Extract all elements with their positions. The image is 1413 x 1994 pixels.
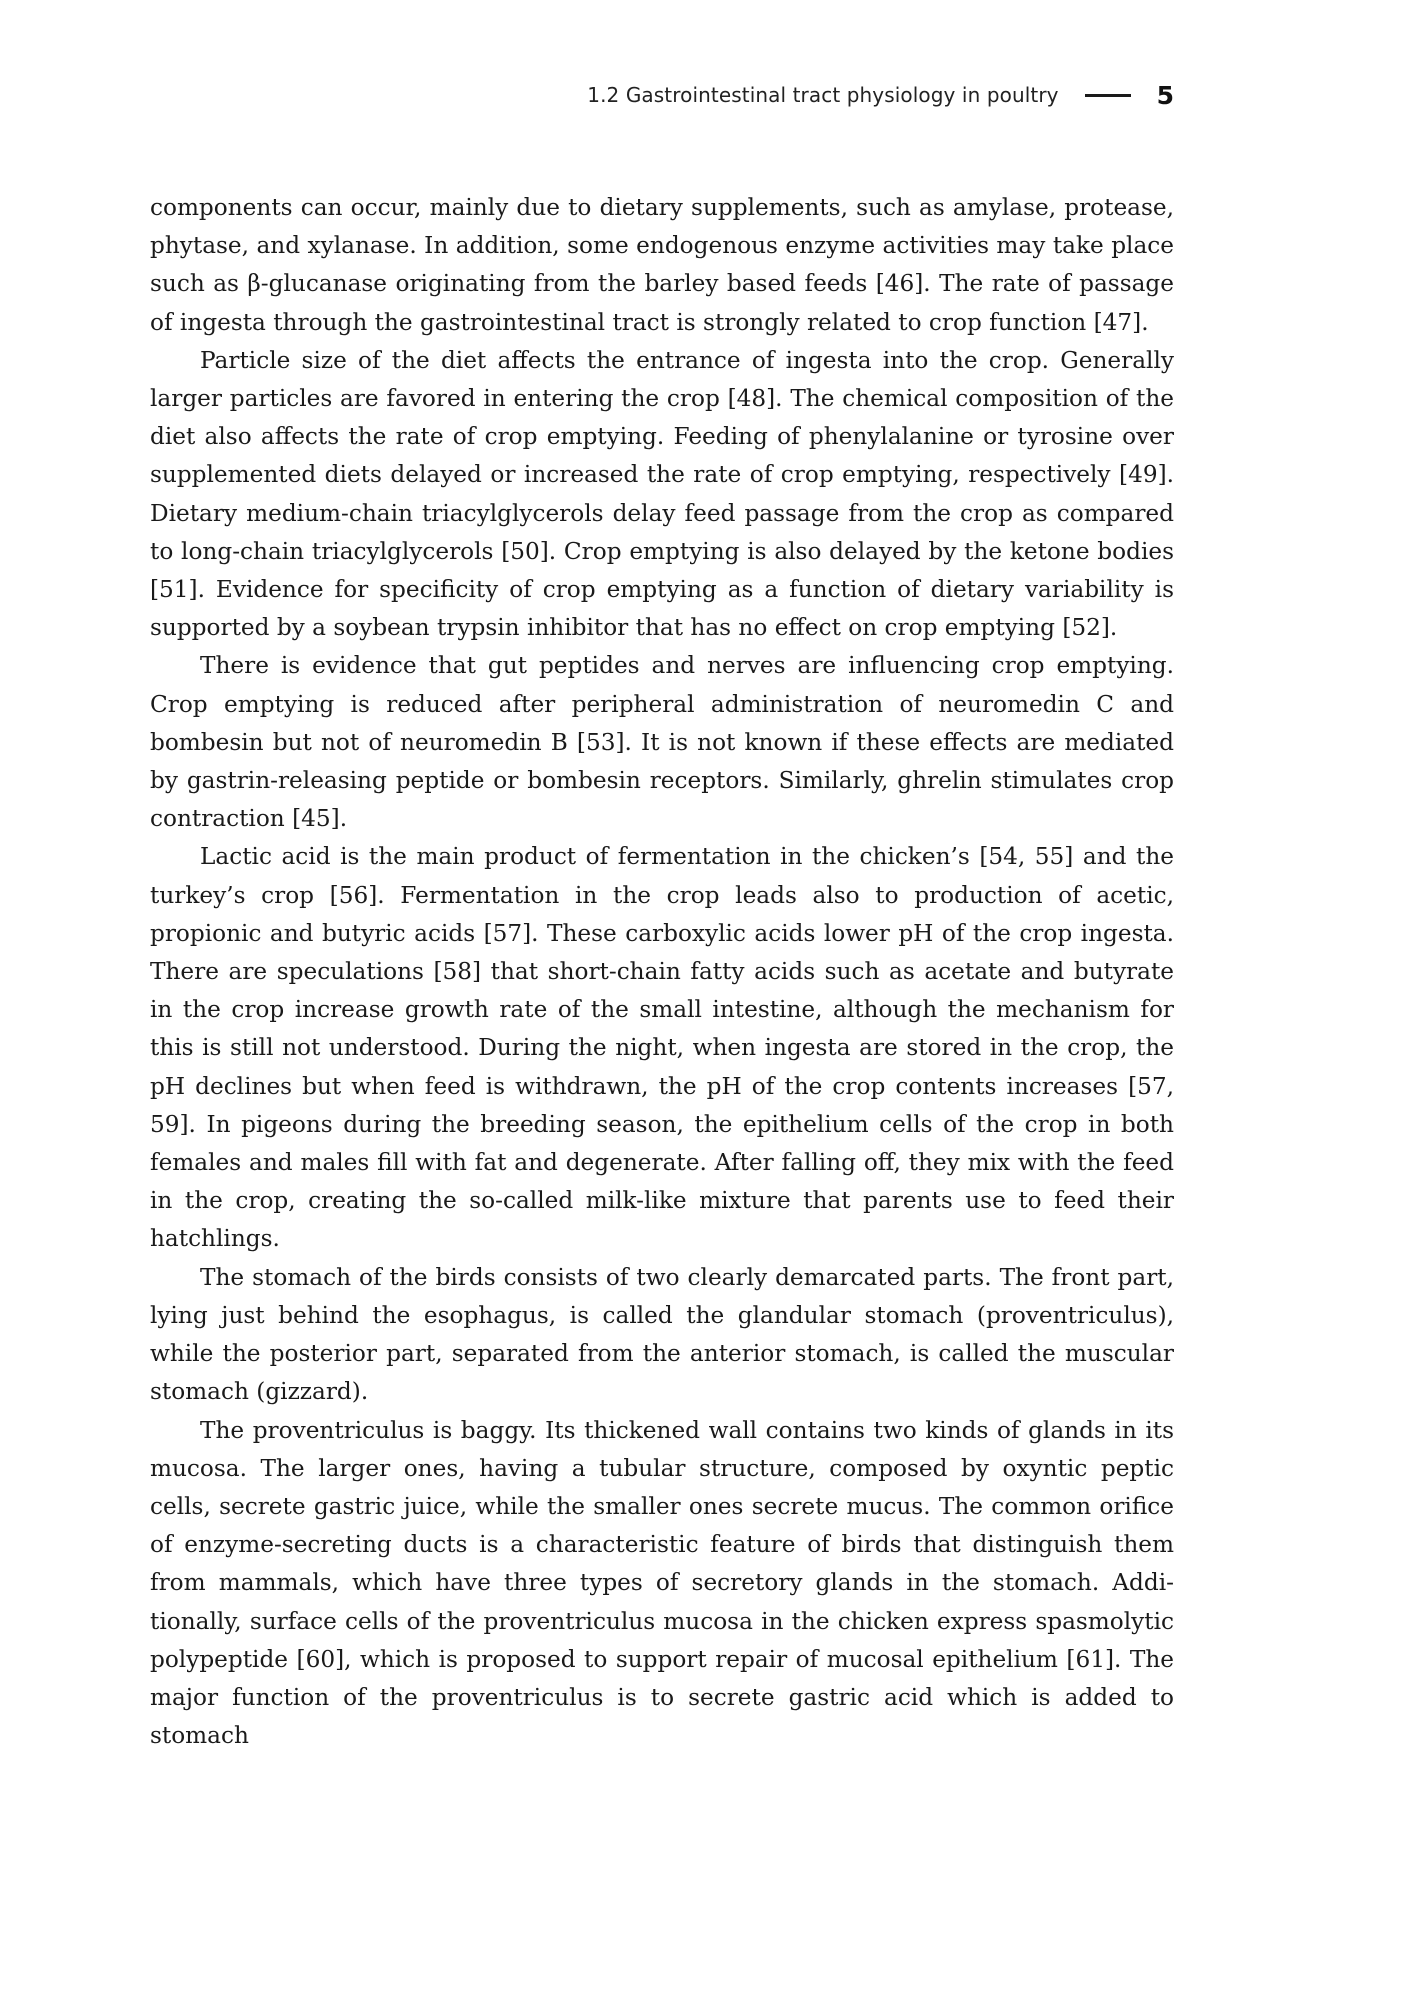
paragraph: There is evidence that gut peptides and nerves are influencing crop emptying. Crop emptying is reduced after peripheral administration of neuromedin C and bombesin but not of neuromedin B [53]. It is not known if these effects are mediated by gastrin-releasing peptide or bombesin receptors. Similarly, ghrelin stimulates crop contraction [45]. (150, 652, 1174, 833)
paragraph: Particle size of the diet affects the entrance of ingesta into the crop. Generally larger particles are favored in entering the crop [48]. The chemical composition of the diet also affects the rate of crop emptying. Feeding of phenylalanine or tyrosine over supplemented diets delayed or increased the rate of crop emptying, respectively [49]. Dietary medium-chain triacylglycerols delay feed passage from the crop as compared to long-chain triacylglycerols [50]. Crop emptying is also delayed by the ketone bodies [51]. Evidence for specificity of crop emptying as a function of dietary variability is supported by a soybean trypsin inhibitor that has no effect on crop emptying [52]. (150, 346, 1174, 642)
paragraph: Lactic acid is the main product of fermentation in the chicken’s [54, 55] and the turkey’s crop [56]. Fermentation in the crop leads also to production of acetic, propionic and butyric acids [57]. These carboxylic acids lower pH of the crop ingesta. There are speculations [58] that short-chain fatty acids such as acetate and butyrate in the crop increase growth rate of the small intestine, although the mechanism for this is still not understood. During the night, when ingesta are stored in the crop, the pH declines but when feed is withdrawn, the pH of the crop contents increases [57, 59]. In pigeons during the breeding season, the epithelium cells of the crop in both females and males fill with fat and degenerate. After falling off, they mix with the feed in the crop, creating the so-called milk-like mixture that parents use to feed their hatchlings. (150, 843, 1174, 1253)
paragraph: The stomach of the birds consists of two clearly demarcated parts. The front part, lying just behind the esophagus, is called the glandular stomach (proventriculus), while the posterior part, separated from the anterior stomach, is called the muscular stomach (gizzard). (150, 1263, 1174, 1406)
running-head: 1.2 Gastrointestinal tract physiology in poultry (587, 83, 1059, 107)
body-text (150, 189, 1174, 1755)
paragraph: components can occur, mainly due to dietary supplements, such as amylase, protease, phytase, and xylanase. In addition, some endogenous enzyme activities may take place such as β-glucanase originating from the barley based feeds [46]. The rate of passage of ingesta through the gastrointestinal tract is strongly related to crop function [47]. (150, 194, 1174, 336)
paragraph: The proventriculus is baggy. Its thickened wall contains two kinds of glands in its mucosa. The larger ones, having a tubular structure, composed by oxyntic peptic cells, secrete gastric juice, while the smaller ones secrete mucus. The common orifice of enzyme-secreting ducts is a characteristic feature of birds that distinguish them from mammals, which have three types of secretory glands in the stomach. Additionally, surface cells of the proventriculus mucosa in the chicken express spasmolytic polypeptide [60], which is proposed to support repair of mucosal epithelium [61]. The major function of the proventriculus is to secrete gastric acid which is added to stomach (150, 1416, 1174, 1750)
page-header (150, 80, 1174, 110)
header-rule (1085, 94, 1131, 97)
page-number: 5 (1156, 80, 1174, 110)
